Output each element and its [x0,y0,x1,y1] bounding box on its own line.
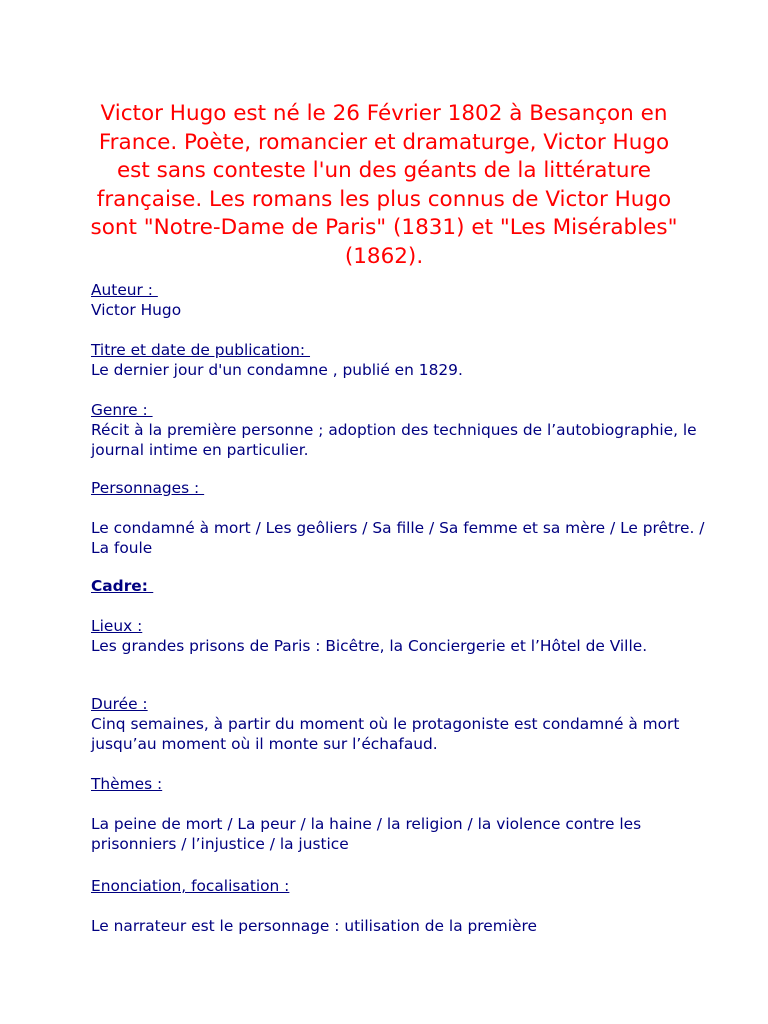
section-enonciation [91,876,711,936]
heading-lieux: Lieux : [91,617,143,635]
section-titre [91,340,711,380]
text-themes: La peine de mort / La peur / la haine / la religion / la violence contre les prisonniers / l’injustice / la justice [91,815,642,853]
heading-themes: Thèmes : [91,775,163,793]
section-genre [91,400,711,460]
heading-genre: Genre : [91,401,153,419]
text-enonciation: Le narrateur est le personnage : utilisation de la première [91,917,537,935]
section-cadre [91,576,711,596]
heading-cadre: Cadre: [91,577,154,595]
intro-paragraph: Victor Hugo est né le 26 Février 1802 à Besançon en France. Poète, romancier et dramaturge, Victor Hugo est sans conteste l'un des géants de la littérature française. Les romans les plus connus de Victor Hugo sont "Notre-Dame de Paris" (1831) et "Les Misérables" (1862). [90,101,678,269]
section-personnages [91,478,711,558]
text-personnages: Le condamné à mort / Les geôliers / Sa fille / Sa femme et sa mère / Le prêtre. / La foule [91,519,705,557]
heading-titre: Titre et date de publication: [91,341,311,359]
text-genre: Récit à la première personne ; adoption des techniques de l’autobiographie, le journal intime en particulier. [91,421,697,459]
section-duree [91,694,711,754]
text-lieux: Les grandes prisons de Paris : Bicêtre, la Conciergerie et l’Hôtel de Ville. [91,637,648,655]
text-duree: Cinq semaines, à partir du moment où le protagoniste est condamné à mort jusqu’au moment où il monte sur l’échafaud. [91,715,680,753]
text-titre: Le dernier jour d'un condamne , publié en 1829. [91,361,463,379]
heading-duree: Durée : [91,695,148,713]
text-auteur: Victor Hugo [91,301,182,319]
heading-personnages: Personnages : [91,479,205,497]
heading-auteur: Auteur : [91,281,158,299]
section-themes [91,774,711,854]
heading-enonciation: Enonciation, focalisation : [91,877,290,895]
section-auteur [91,280,711,320]
section-lieux [91,616,711,656]
